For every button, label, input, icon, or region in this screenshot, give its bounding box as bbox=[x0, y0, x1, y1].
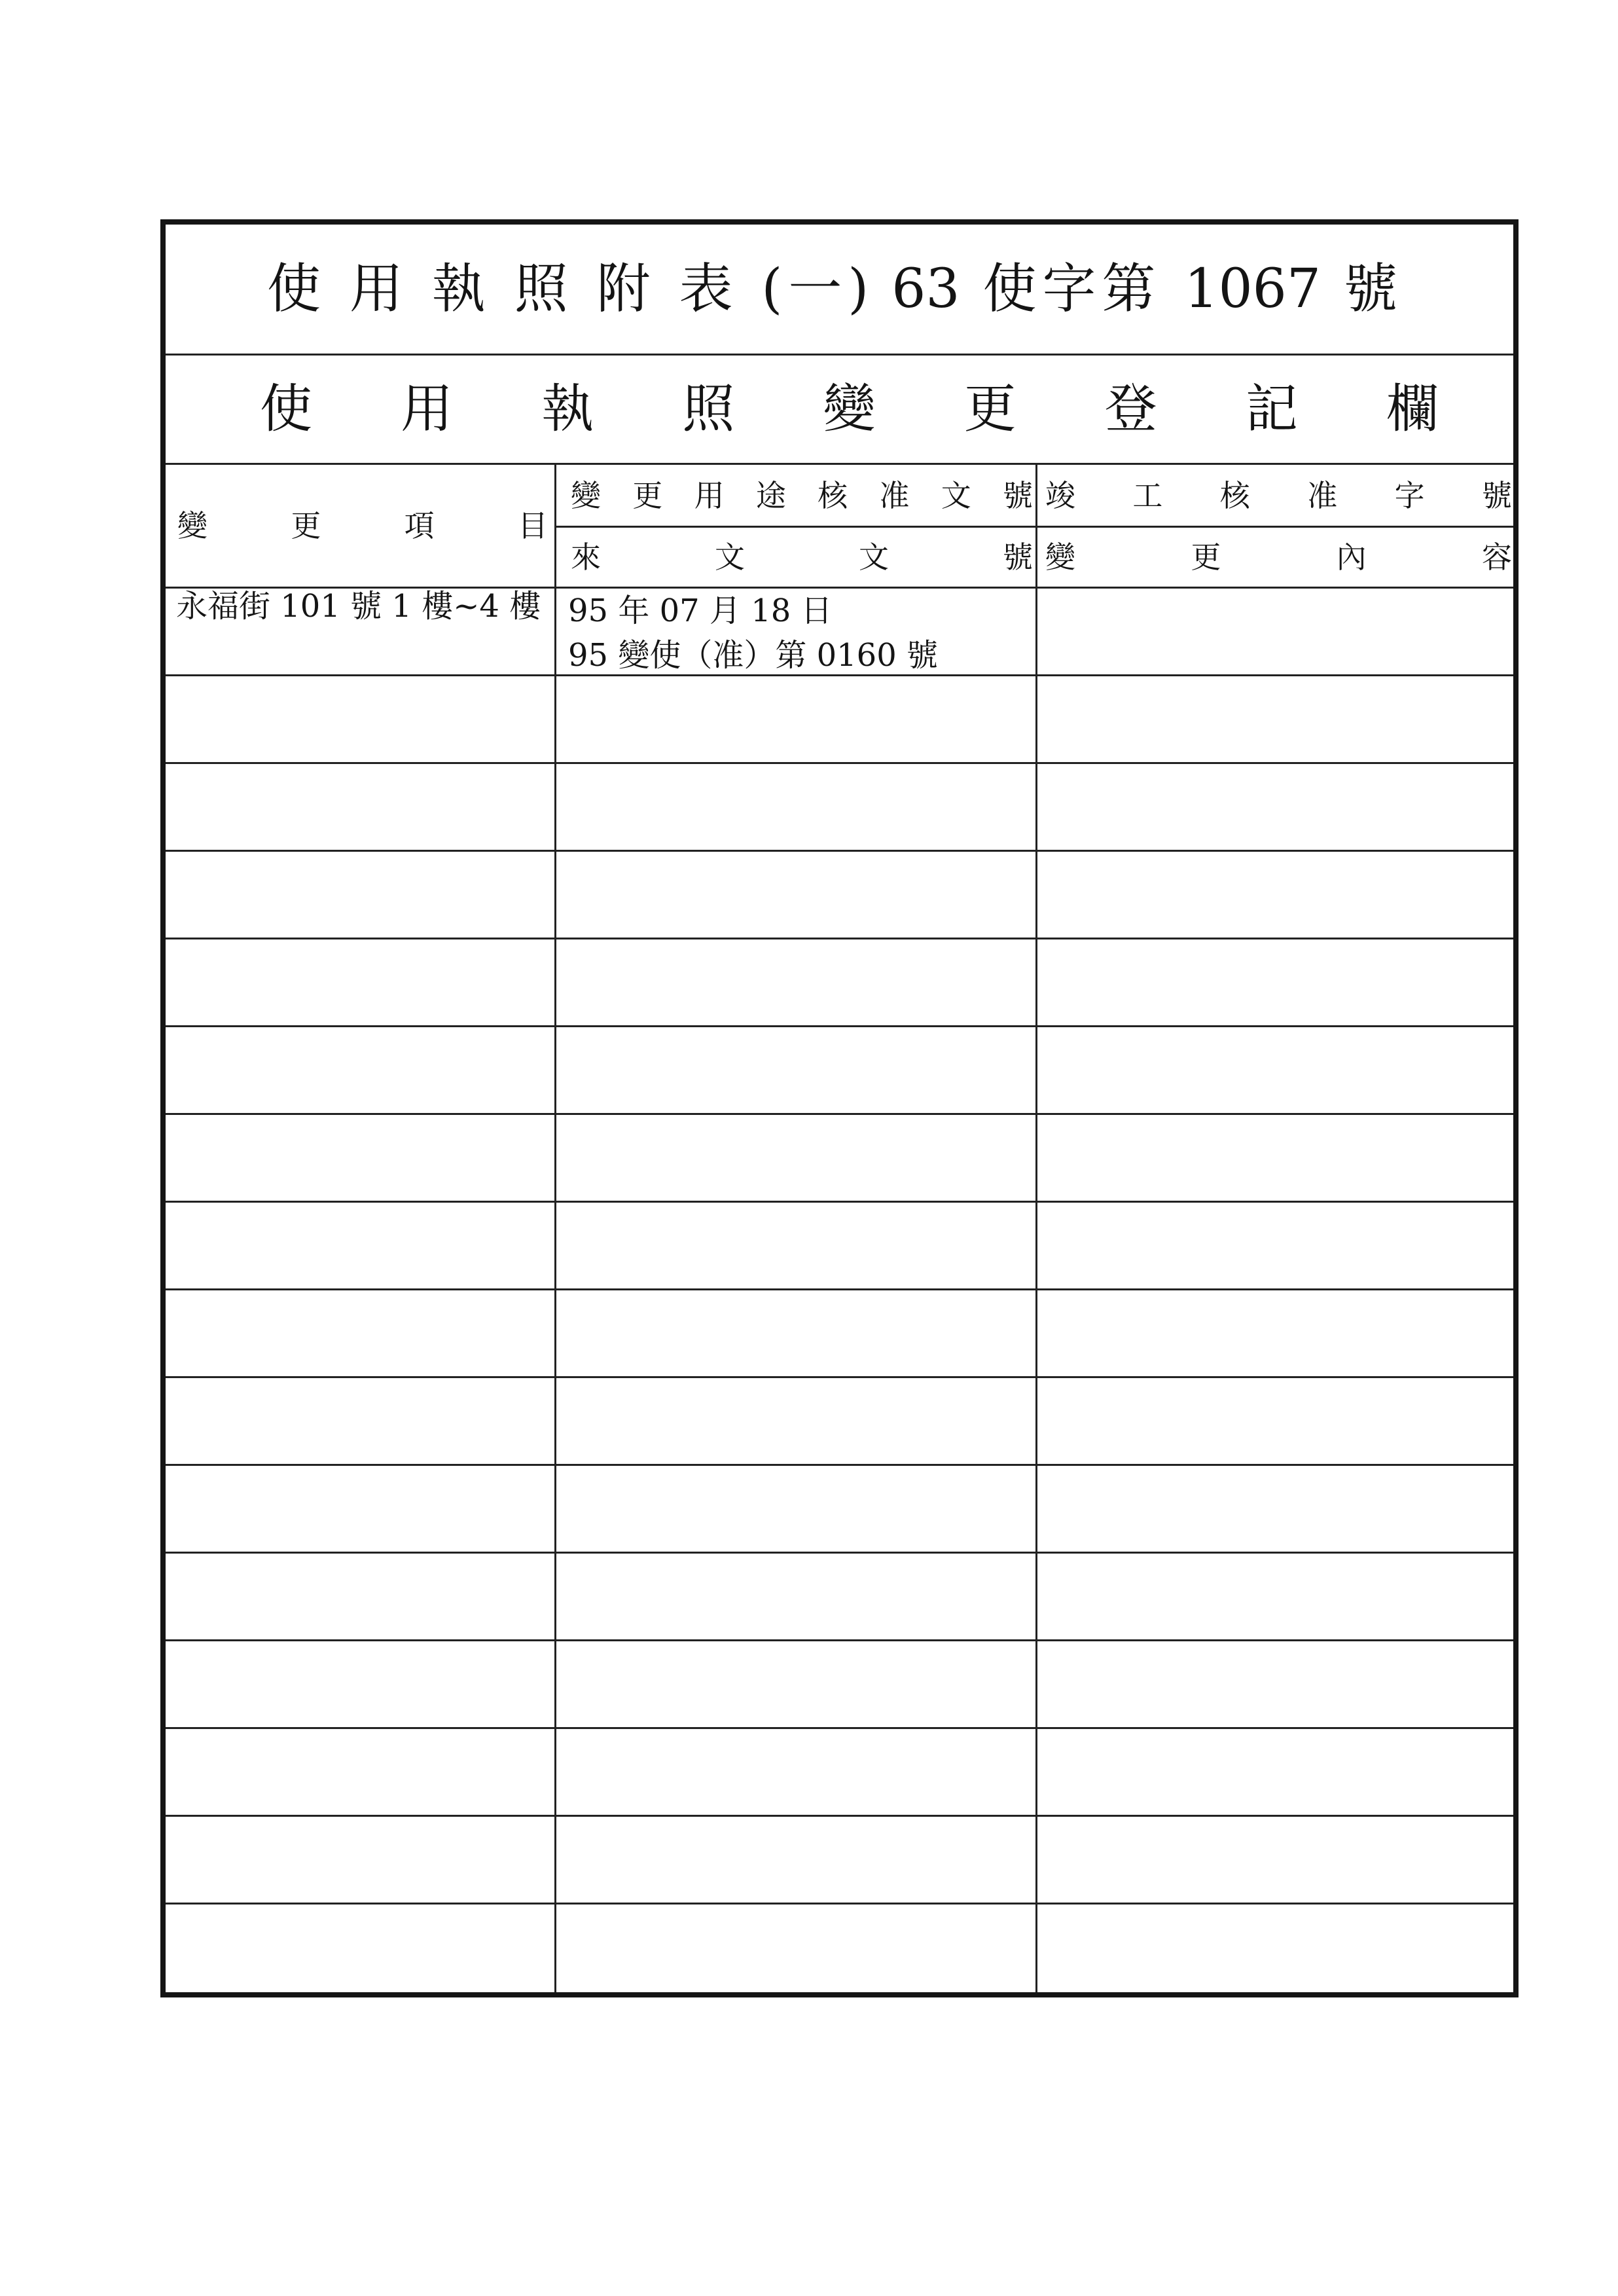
document-number-cell bbox=[556, 676, 1037, 764]
header-change-item bbox=[166, 465, 556, 589]
table-row bbox=[166, 589, 1513, 676]
change-item-text: 永福街 101 號 1 樓~4 樓 bbox=[176, 589, 541, 625]
document-number-cell bbox=[556, 852, 1037, 939]
document-number-cell bbox=[556, 939, 1037, 1027]
table-row bbox=[166, 1554, 1513, 1641]
header-approval-doc-no bbox=[556, 465, 1037, 528]
change-item-cell bbox=[166, 1554, 556, 1641]
table-row bbox=[166, 1817, 1513, 1904]
table-row bbox=[166, 676, 1513, 764]
document-number-cell bbox=[556, 589, 1037, 676]
change-content-cell bbox=[1037, 1203, 1513, 1290]
header-completion-approval-no bbox=[1037, 465, 1513, 528]
table-row bbox=[166, 1290, 1513, 1378]
change-content-cell bbox=[1037, 1729, 1513, 1817]
subtitle-row bbox=[166, 355, 1513, 465]
header-change-content-label: 變 更 內 容 bbox=[1045, 539, 1512, 575]
change-content-cell bbox=[1037, 1290, 1513, 1378]
change-item-cell bbox=[166, 1290, 556, 1378]
change-item-cell bbox=[166, 1817, 556, 1904]
table-row bbox=[166, 1203, 1513, 1290]
header-incoming-doc-no-label: 來 文 文 號 bbox=[571, 539, 1033, 575]
table-body bbox=[166, 589, 1513, 1992]
change-item-cell bbox=[166, 1027, 556, 1115]
table-row bbox=[166, 764, 1513, 852]
section-title: 使 用 執 照 變 更 登 記 欄 bbox=[260, 378, 1439, 439]
change-content-cell bbox=[1037, 1641, 1513, 1729]
table-row bbox=[166, 1641, 1513, 1729]
document-number-cell bbox=[556, 1729, 1037, 1817]
change-item-cell bbox=[166, 1115, 556, 1203]
change-content-cell bbox=[1037, 939, 1513, 1027]
change-item-cell bbox=[166, 852, 556, 939]
document-number-cell bbox=[556, 1027, 1037, 1115]
title-row bbox=[166, 225, 1513, 355]
document-date: 95 年 07 月 18 日 bbox=[568, 592, 833, 629]
table-row bbox=[166, 1729, 1513, 1817]
header-approval-doc-no-label: 變 更 用 途 核 准 文 號 bbox=[571, 477, 1033, 513]
document-number: 95 變使（准）第 0160 號 bbox=[568, 637, 939, 674]
table-row bbox=[166, 1466, 1513, 1554]
document-number-cell bbox=[556, 1554, 1037, 1641]
change-content-cell bbox=[1037, 589, 1513, 676]
table-row bbox=[166, 852, 1513, 939]
page-title: 使 用 執 照 附 表 (一) 63 使字第 1067 號 bbox=[267, 257, 1397, 320]
document-number-cell bbox=[556, 764, 1037, 852]
change-item-cell bbox=[166, 1378, 556, 1466]
change-item-cell bbox=[166, 1729, 556, 1817]
change-content-cell bbox=[1037, 1554, 1513, 1641]
table-row bbox=[166, 1904, 1513, 1992]
change-content-cell bbox=[1037, 676, 1513, 764]
change-content-cell bbox=[1037, 1904, 1513, 1992]
header-completion-approval-no-label: 竣 工 核 准 字 號 bbox=[1045, 477, 1512, 513]
table-row bbox=[166, 1115, 1513, 1203]
change-item-cell bbox=[166, 1466, 556, 1554]
change-content-cell bbox=[1037, 1115, 1513, 1203]
change-item-cell bbox=[166, 1904, 556, 1992]
table-row bbox=[166, 939, 1513, 1027]
change-content-cell bbox=[1037, 764, 1513, 852]
document-number-cell bbox=[556, 1904, 1037, 1992]
document-number-cell bbox=[556, 1378, 1037, 1466]
change-content-cell bbox=[1037, 1466, 1513, 1554]
change-item-cell bbox=[166, 1641, 556, 1729]
table-row bbox=[166, 1027, 1513, 1115]
change-item-cell bbox=[166, 1203, 556, 1290]
document-number-cell bbox=[556, 1817, 1037, 1904]
change-content-cell bbox=[1037, 1817, 1513, 1904]
change-item-cell bbox=[166, 676, 556, 764]
change-item-cell bbox=[166, 939, 556, 1027]
document-number-cell bbox=[556, 1290, 1037, 1378]
change-content-cell bbox=[1037, 852, 1513, 939]
header-incoming-doc-no bbox=[556, 528, 1037, 589]
permit-change-register-table bbox=[160, 219, 1519, 1997]
document-number-cell bbox=[556, 1641, 1037, 1729]
table-header bbox=[166, 465, 1513, 589]
header-change-item-label: 變 更 項 目 bbox=[177, 508, 548, 543]
change-content-cell bbox=[1037, 1378, 1513, 1466]
table-row bbox=[166, 1378, 1513, 1466]
header-change-content bbox=[1037, 528, 1513, 589]
change-item-cell bbox=[166, 589, 556, 676]
document-number-cell bbox=[556, 1466, 1037, 1554]
change-content-cell bbox=[1037, 1027, 1513, 1115]
change-item-cell bbox=[166, 764, 556, 852]
document-number-cell bbox=[556, 1115, 1037, 1203]
document-number-cell bbox=[556, 1203, 1037, 1290]
